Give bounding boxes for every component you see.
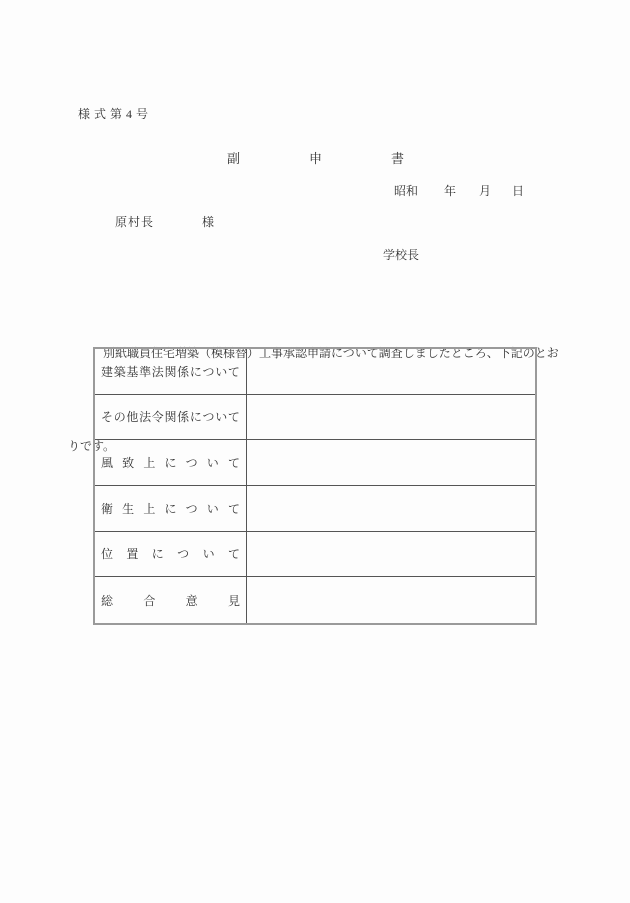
table-row — [95, 486, 535, 532]
row-value-cell — [247, 349, 535, 394]
date-day-label: 日 — [512, 184, 525, 198]
row-value-cell — [247, 577, 535, 623]
body-line: りです。 — [68, 439, 116, 453]
row-value-cell — [247, 486, 535, 531]
addressee-name: 原村長 — [115, 215, 155, 229]
form-number: 様式第4号 — [78, 107, 153, 121]
table-row — [95, 577, 535, 623]
row-label-scenic: 風 致 上 に つ い て — [95, 440, 247, 485]
date-month-label: 月 — [479, 184, 492, 198]
row-label-building-standards: 建 築 基 準 法 関 係 に つ い て — [95, 349, 247, 394]
table-row — [95, 395, 535, 441]
row-label-sanitation: 衛 生 上 に つ い て — [95, 486, 247, 531]
row-value-cell — [247, 532, 535, 577]
row-label-location: 位 置 に つ い て — [95, 532, 247, 577]
row-value-cell — [247, 440, 535, 485]
row-label-overall-opinion: 総 合 意 見 — [95, 577, 247, 623]
date-era-label: 昭和 — [394, 184, 419, 198]
review-table — [93, 347, 537, 625]
addressee-honorific: 様 — [202, 215, 215, 229]
date-year-label: 年 — [444, 184, 457, 198]
body-line: 別紙職員住宅増築（模様替）工事承認申請について調査しましたところ、下記のとお — [103, 346, 559, 360]
sender-title: 学校長 — [383, 248, 420, 262]
document-title: 副 申 書 — [227, 151, 404, 166]
row-value-cell — [247, 395, 535, 440]
table-row — [95, 349, 535, 395]
row-label-other-laws: そ の 他 法 令 関 係 に つ い て — [95, 395, 247, 440]
table-row — [95, 532, 535, 578]
table-row — [95, 440, 535, 486]
